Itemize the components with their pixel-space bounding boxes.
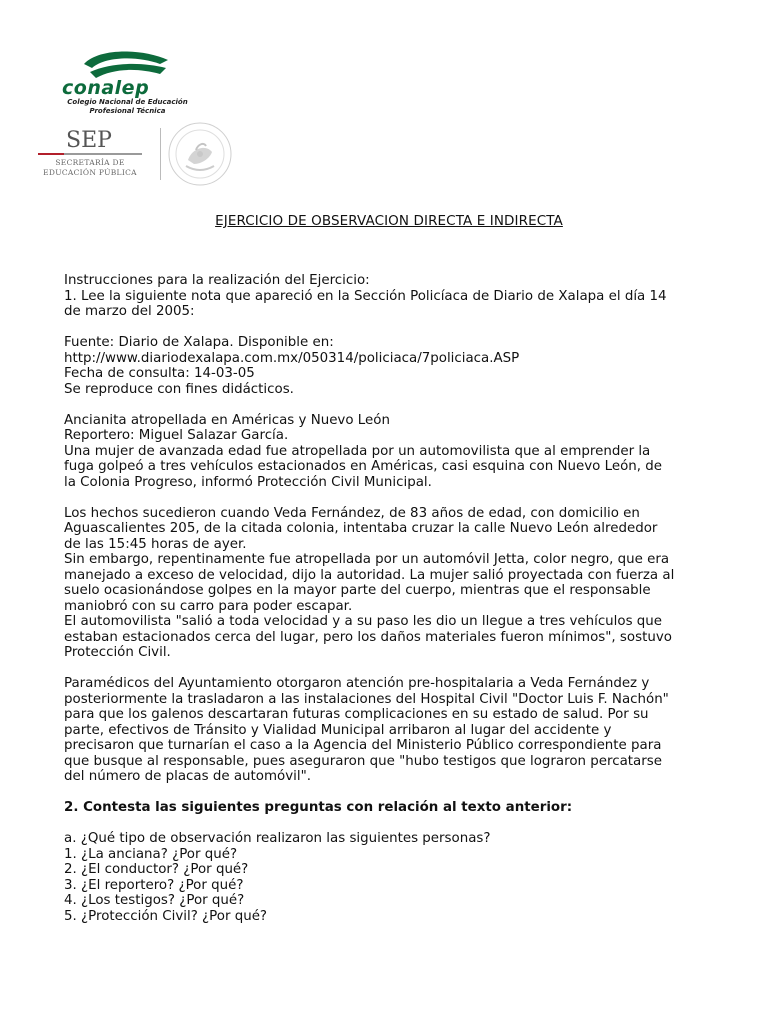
header-logos (36, 44, 256, 194)
source-block: Fuente: Diario de Xalapa. Disponible en: http://www.diariodexalapa.com.mx/050314/policiaca/7policiaca.ASP Fecha de consulta: 14-03-05 Se reproduce con fines didácticos. (64, 335, 520, 397)
question-item: 1. ¿La anciana? ¿Por qué? (64, 846, 238, 862)
conalep-subtitle: Colegio Nacional de Educación Profesional Técnica (67, 98, 188, 115)
question-item: 2. ¿El conductor? ¿Por qué? (64, 862, 249, 877)
sep-wordmark: SEP (66, 128, 112, 153)
article-reporter: Reportero: Miguel Salazar García. (64, 428, 289, 443)
document-body (64, 273, 724, 924)
article-lead: Una mujer de avanzada edad fue atropellada por un automovilista que al emprender la fuga golpeó a tres vehículos estacionados en Américas, casi esquina con Nuevo León, de la Colonia Progreso, informó Protección Civil Municipal. (64, 443, 662, 490)
logo-divider (160, 128, 161, 180)
conalep-wordmark: conalep (62, 77, 150, 99)
question-item: 5. ¿Protección Civil? ¿Por qué? (64, 908, 268, 924)
page-title: EJERCICIO DE OBSERVACION DIRECTA E INDIRECTA (215, 213, 563, 229)
question-item: 3. ¿El reportero? ¿Por qué? (64, 877, 244, 893)
article-paragraph-2: Los hechos sucedieron cuando Veda Fernández, de 83 años de edad, con domicilio en Aguascalientes 205, de la citada colonia, intentaba cruzar la calle Nuevo León alrededor de las 15:45 horas de ayer. Sin embargo, repentinamente fue atropellada por un automóvil Jetta, color negro, que era manejado a exceso de velocidad, dijo la autoridad. La mujer salió proyectada con fuerza al suelo ocasionándose golpes en la mayor parte del cuerpo, mientras que el responsable maniobró con su carro para poder escapar. El automovilista "salió a toda velocidad y a su paso les dio un llegue a tres vehículos que estaban estacionados cerca del lugar, pero los daños materiales fueron mínimos", sostuvo Protección Civil. (64, 505, 675, 660)
question-a: a. ¿Qué tipo de observación realizaron las siguientes personas? (64, 831, 491, 846)
instruction-1: 1. Lee la siguiente nota que apareció en la Sección Policíaca de Diario de Xalapa el día 14 de marzo del 2005: (64, 288, 667, 319)
section-2-title: 2. Contesta las siguientes preguntas con relación al texto anterior: (64, 800, 573, 815)
sep-rule-accent (38, 153, 64, 155)
article-headline: Ancianita atropellada en Américas y Nuevo León (64, 412, 390, 428)
article-paragraph-3: Paramédicos del Ayuntamiento otorgaron atención pre-hospitalaria a Veda Fernández y posteriormente la trasladaron a las instalaciones del Hospital Civil "Doctor Luis F. Nachón" para que los galenos descartaran futuras complicaciones en su estado de salud. Por su parte, efectivos de Tránsito y Vialidad Municipal arribaron al lugar del accidente y precisaron que turnarían el caso a la Agencia del Ministerio Público correspondiente para que busque al responsable, pues aseguraron que "hubo testigos que lograron percatarse del número de placas de automóvil". (64, 676, 669, 784)
sep-subtitle: SECRETARÍA DE EDUCACIÓN PÚBLICA (43, 158, 137, 177)
instructions-heading: Instrucciones para la realización del Ejercicio: (64, 273, 370, 288)
national-seal-icon (166, 120, 234, 192)
question-item: 4. ¿Los testigos? ¿Por qué? (64, 893, 245, 908)
